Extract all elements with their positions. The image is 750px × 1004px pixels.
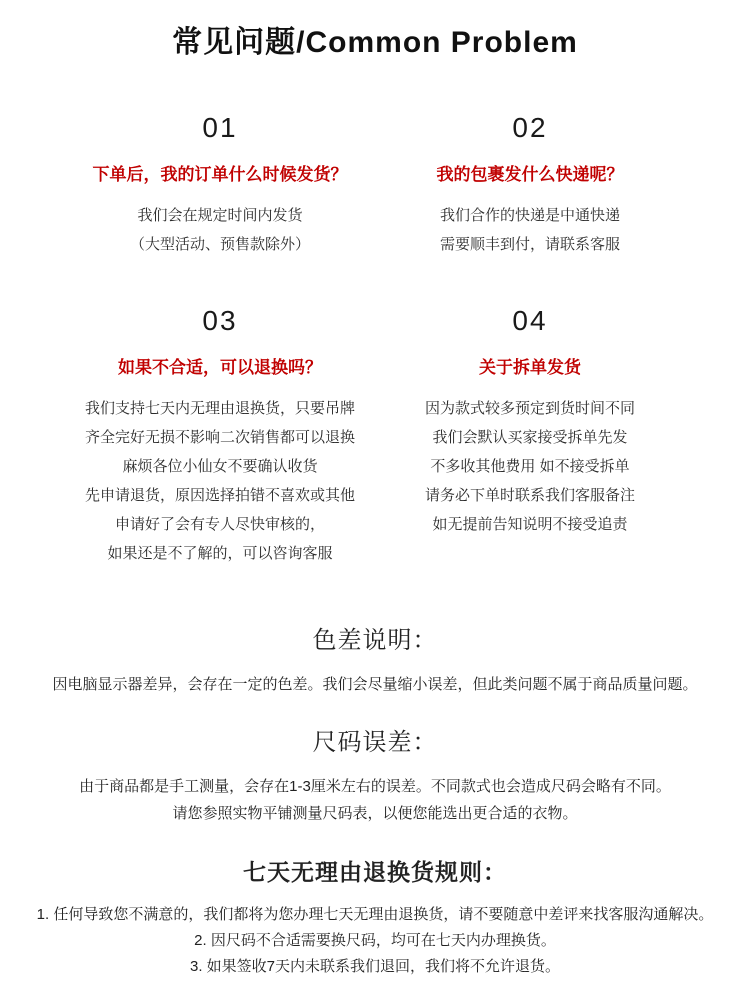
section-line: 由于商品都是手工测量，会存在1-3厘米左右的误差。不同款式也会造成尺码会略有不同。 (79, 778, 671, 795)
faq-question: 下单后，我的订单什么时候发货？ (92, 165, 348, 184)
section-title: 尺码误差： (312, 729, 438, 756)
faq-question: 如果不合适，可以退换吗？ (118, 358, 322, 377)
faq-answer-line: 齐全完好无损不影响二次销售都可以退换 (84, 429, 355, 446)
section-title: 色差说明： (312, 627, 438, 654)
faq-answer (375, 394, 685, 539)
rule-line: 3. 如果签收7天内未联系我们退回，我们将不允许退货。 (189, 958, 561, 975)
faq-number: 01 (202, 112, 238, 143)
faq-number: 04 (512, 305, 548, 336)
faq-answer-line: 申请好了会有专人尽快审核的， (114, 516, 325, 533)
rule-line: 1. 任何导致您不满意的，我们都将为您办理七天无理由退换货，请不要随意中差评来找客服沟通解决。 (36, 906, 714, 923)
faq-number: 02 (512, 112, 548, 143)
faq-answer-line: 先申请退货，原因选择拍错不喜欢或其他 (84, 487, 355, 504)
faq-item-03 (65, 304, 375, 568)
faq-answer-line: 不多收其他费用 如不接受拆单 (430, 458, 630, 475)
faq-answer-line: 如无提前告知说明不接受追责 (432, 516, 628, 533)
faq-answer-line: 请务必下单时联系我们客服备注 (424, 487, 635, 504)
faq-item-04 (375, 304, 685, 568)
faq-answer-line: 需要顺丰到付，请联系客服 (439, 236, 620, 253)
faq-answer-line: 因为款式较多预定到货时间不同 (424, 400, 635, 417)
section-body (0, 902, 750, 980)
section-line: 因电脑显示器差异，会存在一定的色差。我们会尽量缩小误差，但此类问题不属于商品质量问题。 (52, 676, 698, 693)
section-body (0, 671, 750, 698)
faq-answer-line: （大型活动、预售款除外） (129, 236, 310, 253)
faq-answer (375, 201, 685, 259)
section-line: 请您参照实物平铺测量尺码表，以便您能选出更合适的衣物。 (172, 805, 578, 822)
section-size-tolerance (0, 728, 750, 827)
section-body (0, 773, 750, 827)
faq-answer (65, 394, 375, 568)
faq-item-02 (375, 111, 685, 259)
section-title: 七天无理由退换货规则： (243, 859, 507, 885)
faq-answer-line: 我们会在规定时间内发货 (137, 207, 303, 224)
faq-answer-line: 我们支持七天内无理由退换货，只要吊牌 (84, 400, 355, 417)
faq-answer-line: 我们会默认买家接受拆单先发 (432, 429, 628, 446)
page-title: 常见问题/Common Problem (172, 26, 578, 59)
faq-answer-line: 我们合作的快递是中通快递 (439, 207, 620, 224)
faq-answer-line: 麻烦各位小仙女不要确认收货 (122, 458, 318, 475)
faq-item-01 (65, 111, 375, 259)
rule-line: 2. 因尺码不合适需要换尺码，均可在七天内办理换货。 (194, 932, 556, 949)
notes-sections (0, 626, 750, 980)
faq-answer-line: 如果还是不了解的，可以咨询客服 (107, 545, 333, 562)
faq-number: 03 (202, 305, 238, 336)
faq-grid (65, 111, 685, 568)
faq-question: 我的包裹发什么快递呢？ (436, 165, 624, 184)
faq-question: 关于拆单发货 (479, 358, 581, 377)
section-color-difference (0, 626, 750, 698)
section-return-rules (0, 857, 750, 980)
faq-answer (65, 201, 375, 259)
